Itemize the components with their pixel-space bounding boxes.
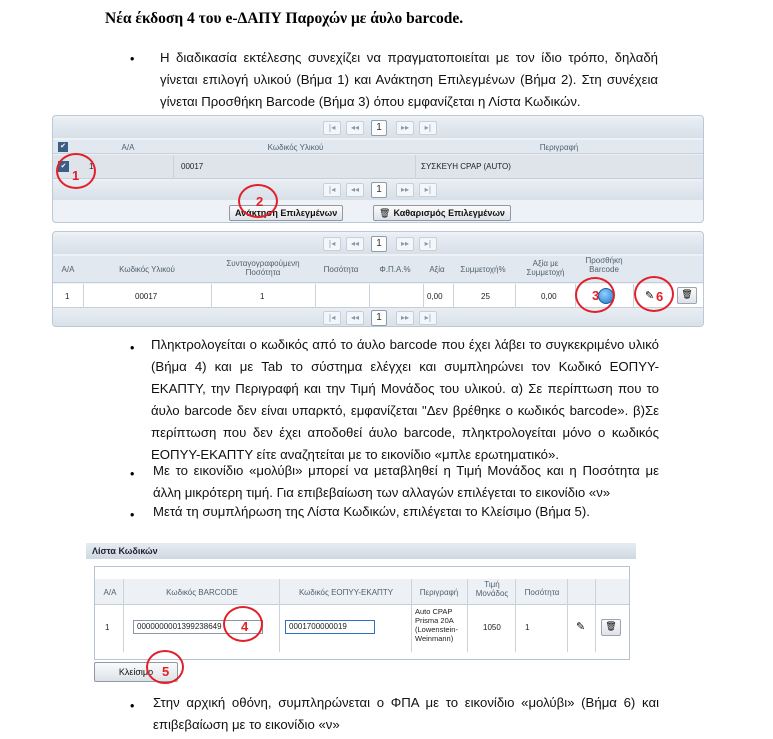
- col-divider: [515, 579, 516, 652]
- col-divider: [411, 579, 412, 652]
- col-divider: [279, 579, 280, 652]
- desc-line-4: Weinmann): [415, 634, 454, 643]
- clear-selected-label: Καθαρισμός Επιλεγμένων: [393, 208, 505, 218]
- clear-selected-button[interactable]: [373, 205, 511, 221]
- close-button[interactable]: Κλείσιμο: [94, 662, 178, 682]
- trash-icon[interactable]: 🗑: [601, 619, 621, 636]
- cell-aa: 1: [89, 162, 94, 171]
- top-pager: [53, 118, 703, 138]
- grid-header: [95, 579, 629, 605]
- prev-page-button[interactable]: ◂◂: [346, 311, 364, 325]
- paragraph-step-1-3: Η διαδικασία εκτέλεσης συνεχίζει να πραγματοποιείται με τον ίδιο τρόπο, δηλαδή γίνεται επιλογή υλικού (Βήμα 1) και Ανάκτηση Επιλεγμένων (Βήμα 2). Στη συνέχεια γίνεται Προσθήκη Barcode (Βήμα 3) όπου εμφανίζεται η Λίστα Κωδικών.: [160, 50, 658, 109]
- cell-value: 0,00: [427, 292, 443, 301]
- header-barcode: Κωδικός BARCODE: [166, 588, 238, 597]
- step-marker-3: 3: [592, 288, 600, 303]
- last-page-button[interactable]: ▸|: [419, 183, 437, 197]
- header-unit-price: Τιμή Μονάδος: [475, 580, 509, 598]
- eopyy-code-input[interactable]: 0001700000019: [285, 620, 375, 634]
- col-divider: [453, 284, 454, 308]
- header-share-percent: Συμμετοχή%: [460, 265, 506, 274]
- header-quantity: Ποσότητα: [323, 265, 359, 274]
- page-number[interactable]: 1: [371, 236, 387, 252]
- desc-line-3: (Lowenstein-: [415, 625, 458, 634]
- trash-icon: 🗑: [379, 209, 391, 219]
- next-page-button[interactable]: ▸▸: [396, 311, 414, 325]
- cell-unit-price: 1050: [483, 623, 501, 632]
- pencil-icon[interactable]: ✎: [645, 289, 655, 302]
- grid-header: [53, 140, 703, 154]
- step-marker-6: 6: [656, 289, 664, 304]
- code-list-table: [94, 566, 630, 660]
- cell-share-percent: 25: [481, 292, 490, 301]
- col-divider: [595, 579, 596, 652]
- step-marker-4: 4: [241, 619, 249, 634]
- table-row[interactable]: [95, 606, 629, 652]
- header-aa: Α/Α: [61, 265, 75, 274]
- page-number[interactable]: 1: [371, 310, 387, 326]
- cell-aa: 1: [65, 292, 70, 301]
- next-page-button[interactable]: ▸▸: [396, 183, 414, 197]
- bottom-pager: [53, 308, 703, 327]
- selected-materials-grid: [52, 231, 704, 327]
- first-page-button[interactable]: |◂: [323, 237, 341, 251]
- header-quantity: Ποσότητα: [524, 588, 560, 597]
- header-value: Αξία: [429, 265, 445, 274]
- first-page-button[interactable]: |◂: [323, 311, 341, 325]
- step-marker-5: 5: [162, 664, 170, 679]
- cell-value-with-share: 0,00: [541, 292, 557, 301]
- prev-page-button[interactable]: ◂◂: [346, 237, 364, 251]
- first-page-button[interactable]: |◂: [323, 121, 341, 135]
- step-marker-2: 2: [256, 194, 264, 209]
- cell-description: [415, 607, 458, 643]
- last-page-button[interactable]: ▸|: [419, 237, 437, 251]
- header-material-code: Κωδικός Υλικού: [119, 265, 175, 274]
- header-aa: Α/Α: [121, 143, 135, 152]
- cell-prescribed-quantity: 1: [260, 292, 265, 301]
- header-description: Περιγραφή: [539, 143, 579, 152]
- bullet-2: •: [130, 341, 135, 355]
- desc-line-1: Auto CPAP: [415, 607, 453, 616]
- pencil-icon[interactable]: ✎: [576, 620, 586, 633]
- paragraph-step-4: Πληκτρολογείται ο κωδικός από το άυλο barcode που έχει λάβει το συγκεκριμένο υλικό (Βήμα 4) και με Tab το σύστημα ελέγχει και συμπληρώνει τον Κωδικό ΕΟΠΥΥ-ΕΚΑΠΤΥ, την Περιγραφή και την Τιμή Μονάδος του υλικού. α) Σε περίπτωση που το άυλο barcode δεν είναι υπαρκτό, εμφανίζεται "Δεν βρέθηκε ο κωδικός barcode». β)Σε περίπτωση που δεν έχει αποδοθεί άυλο barcode, πληκτρολογείται μόνο ο κωδικός ΕΟΠΥΥ-ΕΚΑΠΤΥ είτε αναζητείται με το εικονίδιο «μπλε ερωτηματικό».: [151, 337, 659, 462]
- paragraph-step-5: Μετά τη συμπλήρωση της Λίστα Κωδικών, επιλέγεται το Κλείσιμο (Βήμα 5).: [153, 504, 590, 519]
- trash-icon[interactable]: 🗑: [677, 287, 697, 304]
- code-list-title: Λίστα Κωδικών: [86, 543, 636, 559]
- retrieve-selected-label: Ανάκτηση Επιλεγμένων: [235, 208, 338, 218]
- col-divider: [173, 155, 174, 179]
- cell-quantity: 1: [525, 623, 530, 632]
- header-aa: Α/Α: [103, 588, 117, 597]
- next-page-button[interactable]: ▸▸: [396, 237, 414, 251]
- header-value-with-share: Αξία με Συμμετοχή: [526, 259, 565, 277]
- col-divider: [369, 284, 370, 308]
- cell-aa: 1: [105, 623, 110, 632]
- last-page-button[interactable]: ▸|: [419, 311, 437, 325]
- col-divider: [467, 579, 468, 652]
- select-all-checkbox[interactable]: ✔: [58, 142, 68, 152]
- desc-line-2: Prisma 20A: [415, 616, 454, 625]
- prev-page-button[interactable]: ◂◂: [346, 121, 364, 135]
- col-divider: [211, 284, 212, 308]
- col-divider: [415, 155, 416, 179]
- page-number[interactable]: 1: [371, 182, 387, 198]
- page-number[interactable]: 1: [371, 120, 387, 136]
- col-divider: [423, 284, 424, 308]
- paragraph-step-6: Στην αρχική οθόνη, συμπληρώνεται ο ΦΠΑ με το εικονίδιο «μολύβι» (Βήμα 6) και επιβεβαίωση με το εικονίδιο «ν»: [153, 695, 659, 732]
- paragraph-pencil: Με το εικονίδιο «μολύβι» μπορεί να μεταβληθεί η Τιμή Μονάδος και η Ποσότητα με άλλη μικρότερη τιμή. Για επιβεβαίωση των αλλαγών επιλέγεται το εικονίδιο «ν»: [153, 463, 659, 500]
- row-checkbox[interactable]: ✔: [58, 161, 69, 172]
- col-divider: [83, 284, 84, 308]
- col-divider: [315, 284, 316, 308]
- bottom-pager: [53, 180, 703, 200]
- header-vat: Φ.Π.Α.%: [379, 265, 411, 274]
- table-row[interactable]: [53, 155, 703, 179]
- cell-material-code: 00017: [181, 162, 204, 171]
- barcode-input[interactable]: 0000000001399238649: [133, 620, 263, 634]
- header-description: Περιγραφή: [419, 588, 459, 597]
- last-page-button[interactable]: ▸|: [419, 121, 437, 135]
- cell-material-code: 00017: [135, 292, 158, 301]
- col-divider: [123, 579, 124, 652]
- first-page-button[interactable]: |◂: [323, 183, 341, 197]
- top-pager: [53, 234, 703, 254]
- next-page-button[interactable]: ▸▸: [396, 121, 414, 135]
- bullet-5: •: [130, 699, 135, 713]
- col-divider: [515, 284, 516, 308]
- header-add-barcode: Προσθήκη Barcode: [585, 256, 623, 274]
- header-prescribed-quantity: Συνταγογραφούμενη Ποσότητα: [226, 259, 300, 277]
- page-heading: Νέα έκδοση 4 του e-ΔΑΠΥ Παροχών με άυλο barcode.: [105, 10, 464, 27]
- materials-grid: [52, 115, 704, 223]
- header-material-code: Κωδικός Υλικού: [267, 143, 324, 152]
- bullet-4: •: [130, 508, 135, 522]
- prev-page-button[interactable]: ◂◂: [346, 183, 364, 197]
- step-marker-circle: [634, 276, 674, 312]
- col-divider: [567, 579, 568, 652]
- bullet-3: •: [130, 467, 135, 481]
- cell-description: ΣΥΣΚΕΥΗ CPAP (AUTO): [421, 162, 511, 171]
- bullet-1: •: [130, 52, 135, 66]
- step-marker-1: 1: [72, 168, 80, 183]
- header-eopyy-code: Κωδικός ΕΟΠΥΥ-ΕΚΑΠΤΥ: [298, 588, 394, 597]
